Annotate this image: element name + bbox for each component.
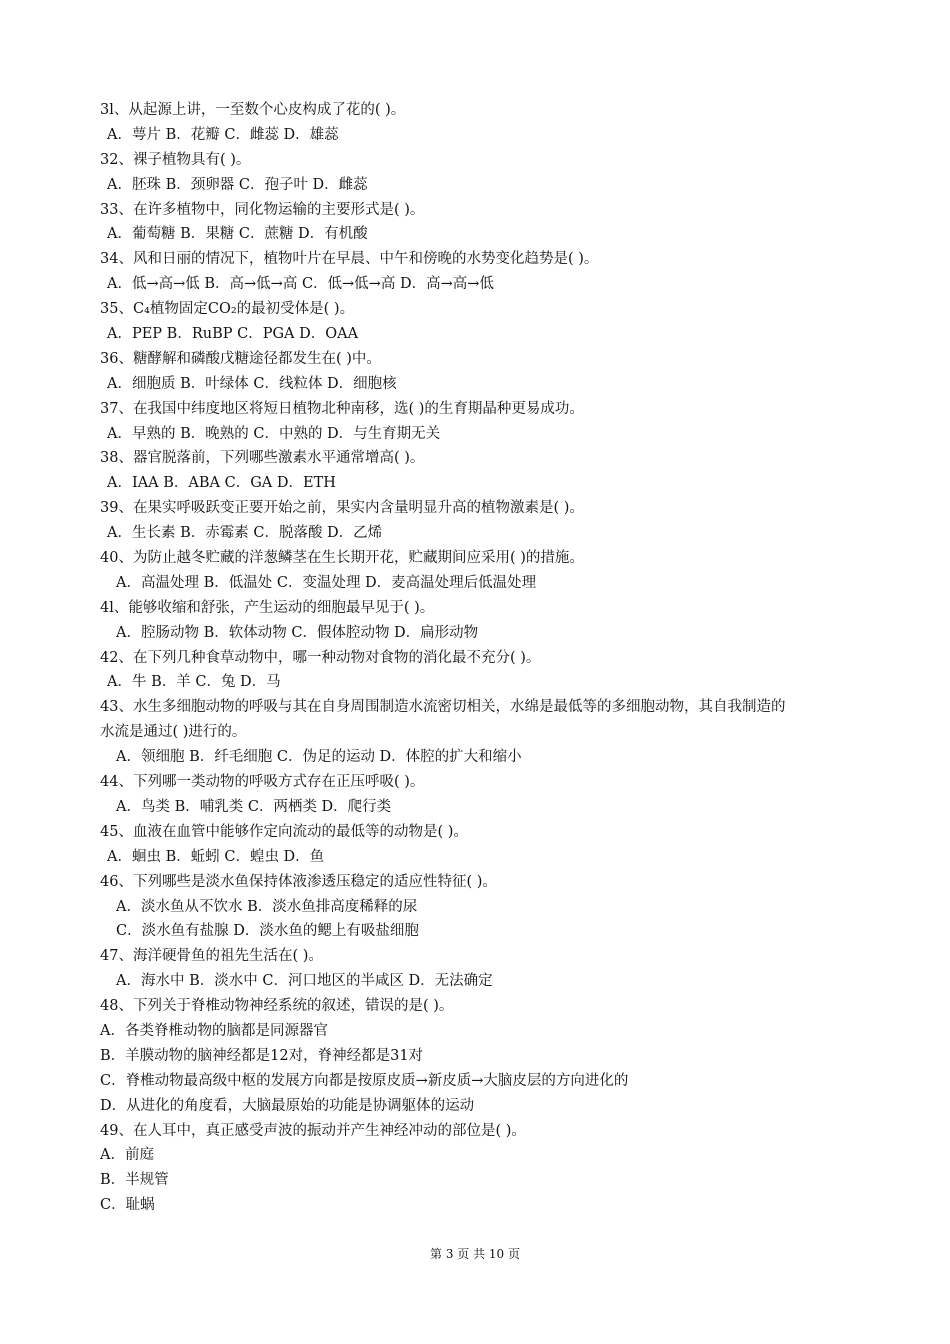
question-line: 44、下列哪一类动物的呼吸方式存在正压呼吸( )。 — [100, 774, 425, 791]
question-line: 水流是通过( )进行的。 — [100, 724, 247, 741]
question-line: 45、血液在血管中能够作定向流动的最低等的动物是( )。 — [100, 823, 468, 840]
question-line: 49、在人耳中，真正感受声波的振动并产生神经冲动的部位是( )。 — [100, 1122, 526, 1139]
question-line: 42、在下列几种食草动物中，哪一种动物对食物的消化最不充分( )。 — [100, 649, 541, 666]
answer-options-line: A．萼片 B．花瓣 C．雌蕊 D．雄蕊 — [107, 126, 339, 143]
answer-options-line: A．鸟类 B．哺乳类 C．两栖类 D．爬行类 — [116, 798, 392, 815]
question-line: 43、水生多细胞动物的呼吸与其在自身周围制造水流密切相关，水绵是最低等的多细胞动物，其自我制造的 — [100, 699, 786, 716]
page-footer: 第 3 页 共 10 页 — [430, 1247, 520, 1261]
answer-options-line: C．淡水鱼有盐腺 D．淡水鱼的鳃上有吸盐细胞 — [116, 923, 419, 940]
question-line: 48、下列关于脊椎动物神经系统的叙述，错误的是( )。 — [100, 998, 454, 1015]
answer-options-line: A．细胞质 B．叶绿体 C．线粒体 D．细胞核 — [107, 375, 397, 392]
answer-options-line: A．领细胞 B．纤毛细胞 C．伪足的运动 D．体腔的扩大和缩小 — [116, 749, 522, 766]
question-line: 32、裸子植物具有( )。 — [100, 151, 251, 168]
answer-options-line: A．海水中 B．淡水中 C．河口地区的半咸区 D．无法确定 — [116, 973, 493, 990]
question-line: 3l、从起源上讲，一至数个心皮构成了花的( )。 — [100, 102, 406, 118]
question-line: 33、在许多植物中，同化物运输的主要形式是( )。 — [100, 201, 425, 218]
question-line: 39、在果实呼吸跃变正要开始之前，果实内含量明显升高的植物激素是( )。 — [100, 500, 584, 517]
answer-options-line: A．蛔虫 B．蚯蚓 C．蝗虫 D．鱼 — [107, 848, 325, 865]
question-line: 46、下列哪些是淡水鱼保持体液渗透压稳定的适应性特征( )。 — [100, 873, 497, 890]
answer-options-line: A．IAA B．ABA C．GA D．ETH — [107, 475, 336, 492]
question-line: C．耻蜗 — [100, 1197, 155, 1214]
question-line: C．脊椎动物最高级中枢的发展方向都是按原皮质→新皮质→大脑皮层的方向进化的 — [100, 1072, 629, 1089]
answer-options-line: A．胚珠 B．颈卵器 C．孢子叶 D．雌蕊 — [107, 176, 368, 193]
question-line: 34、风和日丽的情况下，植物叶片在早晨、中午和傍晚的水势变化趋势是( )。 — [100, 251, 599, 268]
document-body — [100, 98, 880, 1218]
question-line: A．各类脊椎动物的脑都是同源器官 — [100, 1022, 328, 1039]
answer-options-line: A．高温处理 B．低温处 C．变温处理 D．麦高温处理后低温处理 — [116, 574, 537, 591]
answer-options-line: A．生长素 B．赤霉素 C．脱落酸 D．乙烯 — [107, 525, 383, 542]
question-line: 35、C₄植物固定CO₂的最初受体是( )。 — [100, 301, 355, 318]
question-line: 37、在我国中纬度地区将短日植物北种南移，选( )的生育期晶种更易成功。 — [100, 400, 584, 417]
answer-options-line: A．牛 B．羊 C．兔 D．马 — [107, 674, 281, 691]
question-line: 4l、能够收缩和舒张，产生运动的细胞最早见于( )。 — [100, 599, 435, 616]
question-line: 36、糖酵解和磷酸戊糖途径都发生在( )中。 — [100, 350, 381, 367]
question-line: 47、海洋硬骨鱼的祖先生活在( )。 — [100, 948, 323, 965]
question-line: A．前庭 — [100, 1147, 154, 1164]
question-line: 38、器官脱落前，下列哪些激素水平通常增高( )。 — [100, 450, 425, 467]
question-line: B．半规管 — [100, 1172, 169, 1189]
answer-options-line: A．淡水鱼从不饮水 B．淡水鱼排高度稀释的尿 — [116, 898, 418, 915]
answer-options-line: A．PEP B．RuBP C．PGA D．OAA — [107, 326, 359, 343]
answer-options-line: A．葡萄糖 B．果糖 C．蔗糖 D．有机酸 — [107, 226, 368, 243]
answer-options-line: A．早熟的 B．晚熟的 C．中熟的 D．与生育期无关 — [107, 425, 441, 442]
answer-options-line: A．低→高→低 B．高→低→高 C．低→低→高 D．高→高→低 — [107, 276, 494, 293]
question-line: D．从进化的角度看，大脑最原始的功能是协调躯体的运动 — [100, 1097, 475, 1114]
question-line: 40、为防止越冬贮藏的洋葱鳞茎在生长期开花，贮藏期间应采用( )的措施。 — [100, 550, 584, 567]
answer-options-line: A．腔肠动物 B．软体动物 C．假体腔动物 D．扁形动物 — [116, 624, 479, 641]
question-line: B．羊膜动物的脑神经都是12对，脊神经都是31对 — [100, 1047, 424, 1064]
